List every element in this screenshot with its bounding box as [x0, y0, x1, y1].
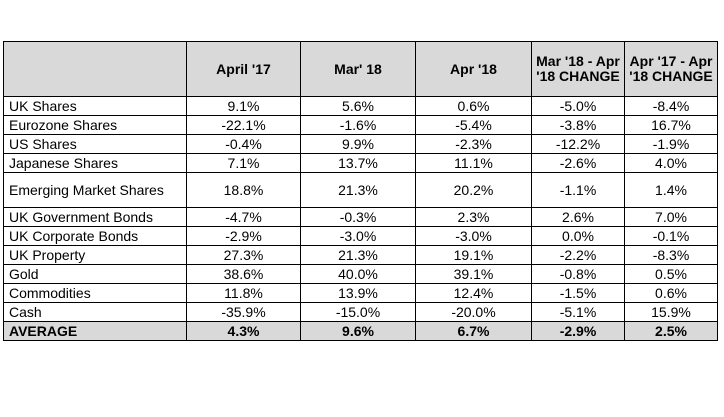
- row-value: -2.6%: [532, 154, 625, 173]
- row-value: 12.4%: [416, 284, 532, 303]
- average-value: 6.7%: [416, 322, 532, 341]
- average-value: 4.3%: [187, 322, 301, 341]
- row-value: -2.9%: [187, 227, 301, 246]
- row-value: 0.6%: [625, 284, 718, 303]
- row-label: UK Government Bonds: [4, 208, 187, 227]
- table-row: [4, 284, 718, 303]
- row-value: 0.5%: [625, 265, 718, 284]
- row-label: Emerging Market Shares: [4, 173, 187, 208]
- row-value: -0.3%: [301, 208, 416, 227]
- row-value: -35.9%: [187, 303, 301, 322]
- row-value: -0.8%: [532, 265, 625, 284]
- row-value: 38.6%: [187, 265, 301, 284]
- header-apr-18: Apr '18: [416, 42, 532, 97]
- average-row: [4, 322, 718, 341]
- row-label: Eurozone Shares: [4, 116, 187, 135]
- row-value: 5.6%: [301, 97, 416, 116]
- table-row: [4, 97, 718, 116]
- row-label: US Shares: [4, 135, 187, 154]
- row-label: Cash: [4, 303, 187, 322]
- row-value: -5.4%: [416, 116, 532, 135]
- row-value: -1.9%: [625, 135, 718, 154]
- table-row: [4, 135, 718, 154]
- table-row: [4, 173, 718, 208]
- row-label: UK Shares: [4, 97, 187, 116]
- table-body: [4, 97, 718, 341]
- row-value: -0.4%: [187, 135, 301, 154]
- row-value: -0.1%: [625, 227, 718, 246]
- row-value: -4.7%: [187, 208, 301, 227]
- row-label: Gold: [4, 265, 187, 284]
- row-value: 19.1%: [416, 246, 532, 265]
- table-row: [4, 227, 718, 246]
- row-value: 21.3%: [301, 173, 416, 208]
- row-value: 21.3%: [301, 246, 416, 265]
- row-value: -5.0%: [532, 97, 625, 116]
- table-row: [4, 246, 718, 265]
- row-value: -3.0%: [416, 227, 532, 246]
- header-apr17-apr18-change: Apr '17 - Apr '18 CHANGE: [625, 42, 718, 97]
- header-april-17: April '17: [187, 42, 301, 97]
- row-value: 16.7%: [625, 116, 718, 135]
- row-value: 0.6%: [416, 97, 532, 116]
- row-value: -5.1%: [532, 303, 625, 322]
- row-value: 40.0%: [301, 265, 416, 284]
- row-value: 15.9%: [625, 303, 718, 322]
- row-value: 9.1%: [187, 97, 301, 116]
- row-value: -20.0%: [416, 303, 532, 322]
- row-value: -2.3%: [416, 135, 532, 154]
- row-value: -1.1%: [532, 173, 625, 208]
- row-value: -15.0%: [301, 303, 416, 322]
- table-row: [4, 208, 718, 227]
- row-value: -22.1%: [187, 116, 301, 135]
- row-value: -1.5%: [532, 284, 625, 303]
- table-row: [4, 116, 718, 135]
- row-value: -2.2%: [532, 246, 625, 265]
- average-value: 2.5%: [625, 322, 718, 341]
- row-value: 11.1%: [416, 154, 532, 173]
- header-corner-cell: [4, 42, 187, 97]
- table-row: [4, 154, 718, 173]
- table-row: [4, 265, 718, 284]
- row-value: 9.9%: [301, 135, 416, 154]
- table-row: [4, 303, 718, 322]
- row-value: -8.4%: [625, 97, 718, 116]
- row-value: 4.0%: [625, 154, 718, 173]
- row-value: -12.2%: [532, 135, 625, 154]
- average-value: 9.6%: [301, 322, 416, 341]
- asset-returns-table: [3, 41, 718, 341]
- row-value: 2.6%: [532, 208, 625, 227]
- row-value: 7.1%: [187, 154, 301, 173]
- row-value: -1.6%: [301, 116, 416, 135]
- row-value: -8.3%: [625, 246, 718, 265]
- average-label: AVERAGE: [4, 322, 187, 341]
- row-label: UK Corporate Bonds: [4, 227, 187, 246]
- row-label: UK Property: [4, 246, 187, 265]
- row-value: 2.3%: [416, 208, 532, 227]
- header-mar-apr-18-change: Mar '18 - Apr '18 CHANGE: [532, 42, 625, 97]
- row-value: 1.4%: [625, 173, 718, 208]
- row-value: 18.8%: [187, 173, 301, 208]
- row-label: Japanese Shares: [4, 154, 187, 173]
- row-value: 27.3%: [187, 246, 301, 265]
- row-value: 7.0%: [625, 208, 718, 227]
- row-value: -3.8%: [532, 116, 625, 135]
- row-label: Commodities: [4, 284, 187, 303]
- row-value: -3.0%: [301, 227, 416, 246]
- row-value: 0.0%: [532, 227, 625, 246]
- header-mar-18: Mar' 18: [301, 42, 416, 97]
- row-value: 20.2%: [416, 173, 532, 208]
- row-value: 11.8%: [187, 284, 301, 303]
- row-value: 39.1%: [416, 265, 532, 284]
- row-value: 13.7%: [301, 154, 416, 173]
- average-value: -2.9%: [532, 322, 625, 341]
- header-row: [4, 42, 718, 97]
- row-value: 13.9%: [301, 284, 416, 303]
